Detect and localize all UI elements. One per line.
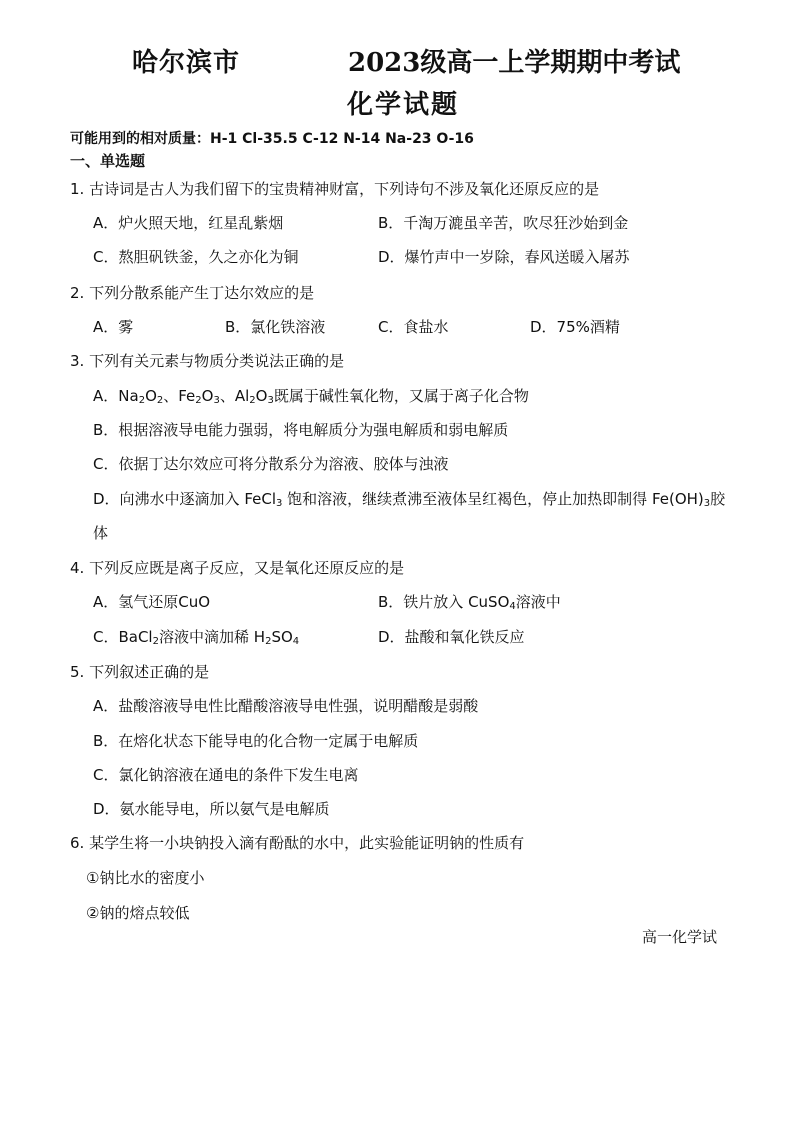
option-a: A．盐酸溶液导电性比醋酸溶液导电性强，说明醋酸是弱酸 (93, 697, 479, 715)
option-a: A．雾 (93, 318, 134, 336)
option-text: 溶液中 (515, 593, 561, 611)
option-d: D．爆竹声中一岁除，春风送暖入屠苏 (378, 248, 630, 266)
option-c: C．食盐水 (378, 318, 449, 336)
option-c: C．氯化钠溶液在通电的条件下发生电离 (93, 766, 359, 784)
question-stem: 1. 古诗词是古人为我们留下的宝贵精神财富，下列诗句不涉及氧化还原反应的是 (70, 180, 600, 198)
option-text: 饱和溶液，继续煮沸至液体呈红褐色，停止加热即制得 (287, 490, 648, 508)
option-a: A．氢气还原CuO (93, 593, 211, 611)
header-city: 哈尔滨市 (132, 48, 241, 78)
statement-1: ①钠比水的密度小 (86, 869, 205, 887)
option-c: C．依据丁达尔效应可将分散系分为溶液、胶体与浊液 (93, 455, 449, 473)
option-b: B．千淘万漉虽辛苦，吹尽狂沙始到金 (378, 214, 629, 232)
option-text: 溶液中滴加稀 (158, 628, 249, 646)
option-d: D．盐酸和氧化铁反应 (378, 628, 525, 646)
option-a: A．$Na_2O_2$、$Fe_2O_3$、$Al_2O_3$既属于碱性氧化物，又属于离子化合物 (93, 387, 529, 406)
relative-masses: 可能用到的相对质量：H-1 Cl-35.5 C-12 N-14 Na-23 O-16 (70, 131, 474, 147)
option-b: B．在熔化状态下能导电的化合物一定属于电解质 (93, 732, 419, 750)
option-text: 既属于碱性氧化物，又属于离子化合物 (273, 387, 529, 405)
option-b: B．根据溶液导电能力强弱，将电解质分为强电解质和弱电解质 (93, 421, 509, 439)
question-stem: 5. 下列叙述正确的是 (70, 663, 210, 681)
option-c: C．BaCl$_2$溶液中滴加稀 $H_2SO_4$ (93, 628, 300, 647)
option-a: A．炉火照天地，红星乱紫烟 (93, 214, 284, 232)
option-d: D．向沸水中逐滴加入 FeCl$_3$ 饱和溶液，继续煮沸至液体呈红褐色，停止加热即制得 $Fe(OH)_3$胶 (93, 490, 726, 509)
option-d: D．75%酒精 (530, 318, 620, 336)
section-title: 一、单选题 (70, 152, 146, 170)
option-d: D．氨水能导电，所以氨气是电解质 (93, 800, 330, 818)
option-d-continued: 体 (93, 524, 109, 542)
option-text: 胶 (710, 490, 726, 508)
question-stem: 4. 下列反应既是离子反应，又是氧化还原反应的是 (70, 559, 405, 577)
option-b: B．铁片放入 CuSO$_4$溶液中 (378, 593, 561, 612)
question-stem: 3. 下列有关元素与物质分类说法正确的是 (70, 352, 345, 370)
formula-text: A．Na (93, 387, 139, 405)
option-b: B．氯化铁溶液 (225, 318, 326, 336)
question-stem: 2. 下列分散系能产生丁达尔效应的是 (70, 284, 315, 302)
header-exam-title: 2023级高一上学期期中考试 (348, 48, 681, 78)
option-text: D．向沸水中逐滴加入 (93, 490, 240, 508)
option-text: C．BaCl (93, 628, 153, 646)
page-footer: 高一化学试 (642, 928, 718, 946)
header-subject: 化学试题 (347, 90, 460, 120)
option-text: B．铁片放入 (378, 593, 464, 611)
statement-2: ②钠的熔点较低 (86, 904, 190, 922)
question-stem: 6. 某学生将一小块钠投入滴有酚酞的水中，此实验能证明钠的性质有 (70, 834, 525, 852)
option-c: C．熬胆矾铁釜，久之亦化为铜 (93, 248, 299, 266)
